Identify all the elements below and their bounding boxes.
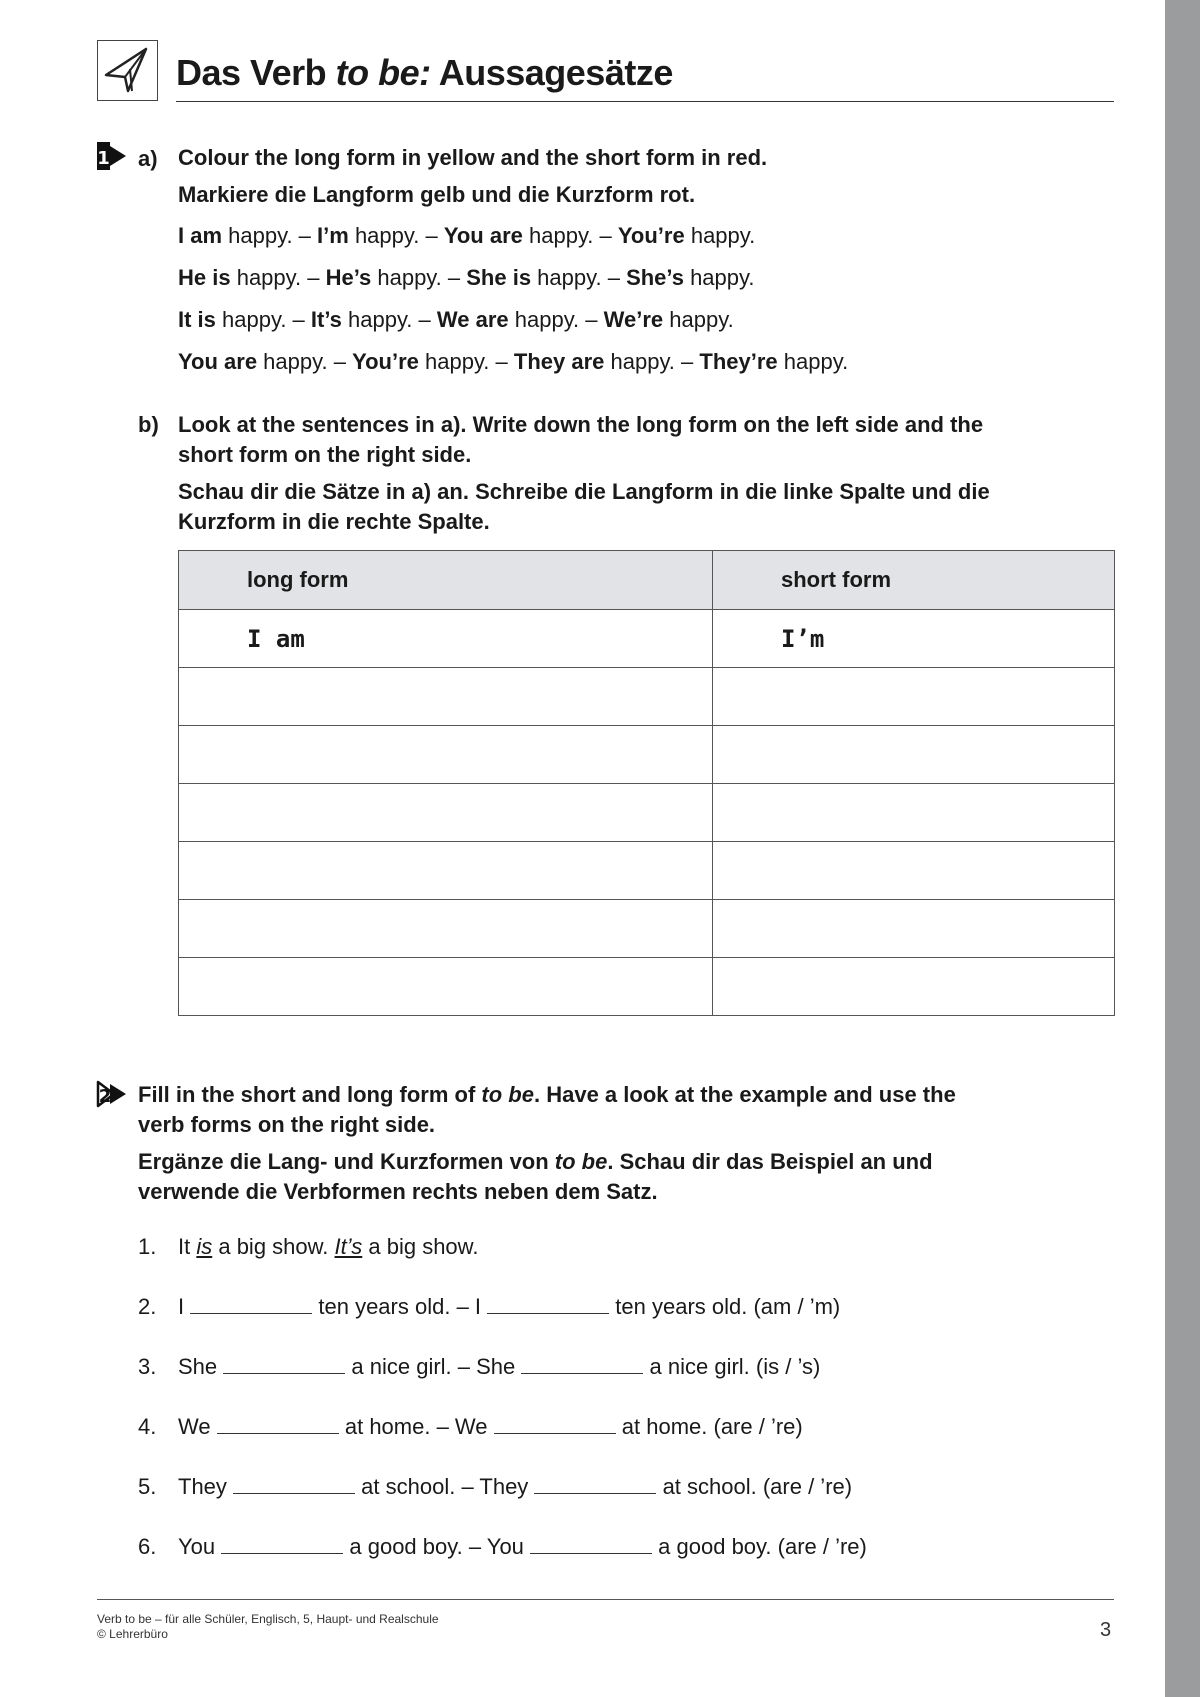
sentence-line: It is happy. – It’s happy. – We are happy. – We’re happy. [178,307,734,332]
fill-item: 6. You a good boy. – You a good boy. (are / ’re) [138,1534,867,1559]
pen-logo-icon [97,40,158,101]
footer-rule [97,1599,1114,1600]
answer-blank[interactable] [534,1475,656,1494]
title-underline [176,101,1114,102]
exercise-2-icon [96,1078,126,1108]
exercise-1a-instruction-de: Markiere die Langform gelb und die Kurzform rot. [178,182,696,207]
long-form-cell[interactable] [179,842,713,900]
form-table [178,550,1115,1016]
col-header-short-form: short form [713,551,1115,610]
answer-blank[interactable] [530,1535,652,1554]
fill-item: 4. We at home. – We at home. (are / ’re) [138,1414,803,1439]
exercise-1b-instruction-de-1: Schau dir die Sätze in a) an. Schreibe die Langform in die linke Spalte und die [178,479,990,504]
exercise-2-instruction-en-2: verb forms on the right side. [138,1112,436,1137]
table-row [179,668,1115,726]
long-form-cell[interactable] [179,726,713,784]
answer-blank[interactable] [233,1475,355,1494]
answer-blank[interactable] [223,1355,345,1374]
short-form-cell[interactable] [713,842,1115,900]
svg-text:2: 2 [98,1086,112,1107]
example-short-form: I’m [713,610,1115,668]
page-number: 3 [1100,1619,1112,1641]
fill-item: 3. She a nice girl. – She a nice girl. (is / ’s) [138,1354,821,1379]
table-row [179,784,1115,842]
exercise-1-icon [96,140,126,170]
answer-blank[interactable] [190,1295,312,1314]
svg-text:1: 1 [97,148,110,169]
short-form-cell[interactable] [713,668,1115,726]
answer-blank[interactable] [521,1355,643,1374]
sentence-line: He is happy. – He’s happy. – She is happy. – She’s happy. [178,265,755,290]
answer-blank[interactable] [217,1415,339,1434]
short-form-cell[interactable] [713,900,1115,958]
table-header-row [179,551,1115,610]
exercise-1b-instruction-en-1: Look at the sentences in a). Write down the long form on the left side and the [178,412,984,437]
exercise-1a-instruction-en: Colour the long form in yellow and the short form in red. [178,145,768,170]
short-form-cell[interactable] [713,784,1115,842]
fill-item: 5. They at school. – They at school. (are / ’re) [138,1474,853,1499]
footer-source: Verb to be – für alle Schüler, Englisch, 5, Haupt- und Realschule [97,1612,439,1626]
exercise-1b-instruction-de-2: Kurzform in die rechte Spalte. [178,509,490,534]
exercise-2-instruction-de-1: Ergänze die Lang- und Kurzformen von to be. Schau dir das Beispiel an und [138,1149,933,1174]
sentence-line: You are happy. – You’re happy. – They are happy. – They’re happy. [178,349,849,374]
example-item: 1. It is a big show. It’s a big show. [138,1234,479,1259]
short-form-cell[interactable] [713,726,1115,784]
page-title: Das Verb to be: Aussagesätze [176,52,673,93]
answer-blank[interactable] [487,1295,609,1314]
table-row [179,842,1115,900]
answer-blank[interactable] [221,1535,343,1554]
exercise-1a-label: a) [138,146,158,171]
short-form-cell[interactable] [713,958,1115,1016]
answer-blank[interactable] [494,1415,616,1434]
table-row [179,610,1115,668]
table-row [179,726,1115,784]
exercise-2-instruction-en-1: Fill in the short and long form of to be. Have a look at the example and use the [138,1082,956,1107]
long-form-cell[interactable] [179,784,713,842]
long-form-cell[interactable] [179,958,713,1016]
table-row [179,958,1115,1016]
footer-copyright: © Lehrerbüro [97,1627,168,1641]
exercise-2-instruction-de-2: verwende die Verbformen rechts neben dem Satz. [138,1179,658,1204]
side-strip [1165,0,1200,1697]
sentence-line: I am happy. – I’m happy. – You are happy. – You’re happy. [178,223,756,248]
table-row [179,900,1115,958]
exercise-1b-label: b) [138,412,159,437]
long-form-cell[interactable] [179,668,713,726]
col-header-long-form: long form [179,551,713,610]
example-long-form: I am [179,610,713,668]
long-form-cell[interactable] [179,900,713,958]
exercise-1b-instruction-en-2: short form on the right side. [178,442,472,467]
fill-item: 2. I ten years old. – I ten years old. (am / ’m) [138,1294,841,1319]
